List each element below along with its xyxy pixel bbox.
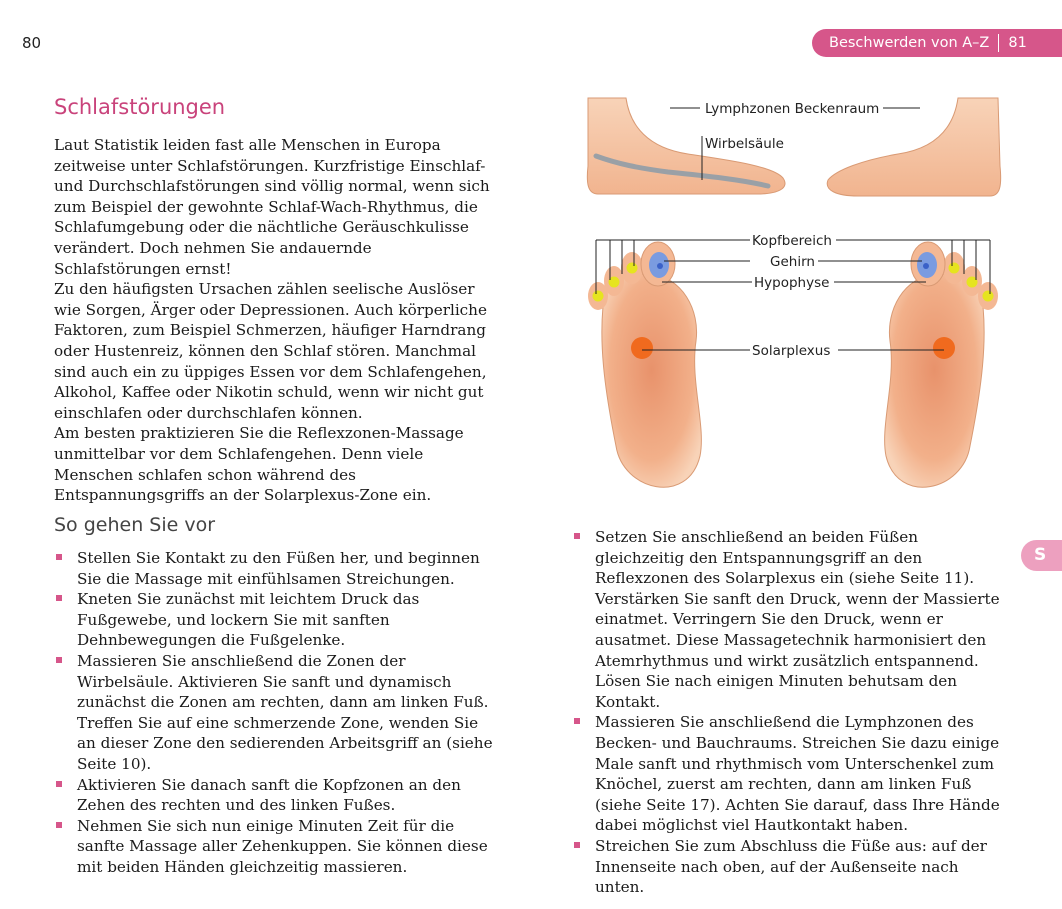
label-lymph-zones: Lymphzonen Beckenraum: [705, 101, 880, 117]
step-text: Streichen Sie zum Abschluss die Füße aus: auf der Innenseite nach oben, auf der Außenseite nach unten.: [595, 836, 987, 897]
step-text: Massieren Sie anschließend die Lymphzonen des Becken- und Bauchraums. Streichen Sie dazu einige Male sanft und rhythmisch vom Unterschenkel zum Knöchel, zuerst am rechten, dann am linken Fuß (siehe Seite 17). Achten Sie darauf, dass Ihre Hände dabei möglichst viel Hautkontakt haben.: [595, 713, 1000, 835]
reflexology-illustration: [578, 96, 1008, 506]
instructions-heading: So gehen Sie vor: [54, 514, 216, 536]
step-item: [54, 651, 494, 775]
bullet-icon: [574, 718, 580, 724]
step-item: [572, 527, 1012, 712]
step-text: Nehmen Sie sich nun einige Minuten Zeit für die sanfte Massage aller Zehenkuppen. Sie können diese mit beiden Händen gleichzeitig massieren.: [77, 816, 488, 876]
article-title: Schlafstörungen: [54, 95, 226, 119]
intro-paragraph: Laut Statistik leiden fast alle Menschen in Europa zeitweise unter Schlafstörungen. Kurzfristige Einschlaf- und Durchschlafstörungen sind völlig normal, wenn sich zum Beispiel der gewohnte Schlaf-Wach-Rhythmus, die Schlafumgebung oder die nächtliche Geräuschkulisse verändert. Doch nehmen Sie andauernde Schlafstörungen ernst!: [54, 136, 490, 278]
right-page-number: 81: [1008, 35, 1027, 51]
step-text: Aktivieren Sie danach sanft die Kopfzonen an den Zehen des rechten und des linken Fußes.: [77, 775, 461, 815]
step-text: Massieren Sie anschließend die Zonen der Wirbelsäule. Aktivieren Sie sanft und dynamisch zunächst die Zonen am rechten, dann am linken Fuß. Treffen Sie auf eine schmerzende Zone, wenden Sie an dieser Zone den sedierenden Arbeitsgriff an (siehe Seite 10).: [77, 651, 493, 773]
bullet-icon: [56, 822, 62, 828]
header-divider: [998, 34, 999, 52]
bullet-icon: [574, 842, 580, 848]
right-foot-sole-view: [885, 242, 998, 487]
label-head-area: Kopfbereich: [752, 233, 832, 249]
step-item: [54, 548, 494, 589]
letter-tab[interactable]: S: [1021, 540, 1062, 571]
step-item: [54, 775, 494, 816]
steps-list-right: [572, 527, 1012, 898]
step-text: Kneten Sie zunächst mit leichtem Druck das Fußgewebe, und lockern Sie mit sanften Dehnbewegungen die Fußgelenke.: [77, 590, 420, 650]
left-foot-sole-view: [588, 242, 701, 487]
label-solar-plexus: Solarplexus: [752, 343, 831, 359]
section-title: Beschwerden von A–Z: [829, 35, 990, 51]
label-pituitary: Hypophyse: [754, 275, 830, 291]
intro-text: [54, 135, 494, 506]
step-item: [572, 712, 1012, 836]
label-brain: Gehirn: [770, 254, 815, 270]
label-spine: Wirbelsäule: [705, 136, 784, 152]
step-text: Stellen Sie Kontakt zu den Füßen her, und beginnen Sie die Massage mit einfühlsamen Streichungen.: [77, 549, 480, 588]
intro-paragraph: Zu den häufigsten Ursachen zählen seelische Auslöser wie Sorgen, Ärger oder Depressionen. Auch körperliche Faktoren, zum Beispiel Schmerzen, häufiger Harndrang oder Hustenreiz, können den Schlaf stören. Manchmal sind auch ein zu üppiges Essen vor dem Schlafengehen, Alkohol, Kaffee oder Nikotin schuld, wenn wir nicht gut einschlafen oder durchschlafen können.: [54, 280, 487, 422]
step-item: [54, 589, 494, 651]
step-item: [572, 836, 1012, 898]
section-header: [812, 29, 1062, 57]
bullet-icon: [56, 781, 62, 787]
bullet-icon: [56, 554, 62, 560]
left-page-number: 80: [22, 34, 42, 52]
bullet-icon: [56, 595, 62, 601]
steps-list-left: [54, 548, 494, 878]
step-text: Setzen Sie anschließend an beiden Füßen gleichzeitig den Entspannungsgriff an den Reflexzonen des Solarplexus ein (siehe Seite 11). Verstärken Sie sanft den Druck, wenn der Massierte einatmet. Verringern Sie den Druck, wenn er ausatmet. Diese Massagetechnik harmonisiert den Atemrhythmus und wirkt zusätzlich entspannend. Lösen Sie nach einigen Minuten behutsam den Kontakt.: [595, 528, 1000, 711]
intro-paragraph: Am besten praktizieren Sie die Reflexzonen-Massage unmittelbar vor dem Schlafengehen. Denn viele Menschen schlafen schon während des Entspannungsgriffs an der Solarplexus-Zone ein.: [54, 424, 464, 505]
bullet-icon: [574, 533, 580, 539]
bullet-icon: [56, 657, 62, 663]
step-item: [54, 816, 494, 878]
